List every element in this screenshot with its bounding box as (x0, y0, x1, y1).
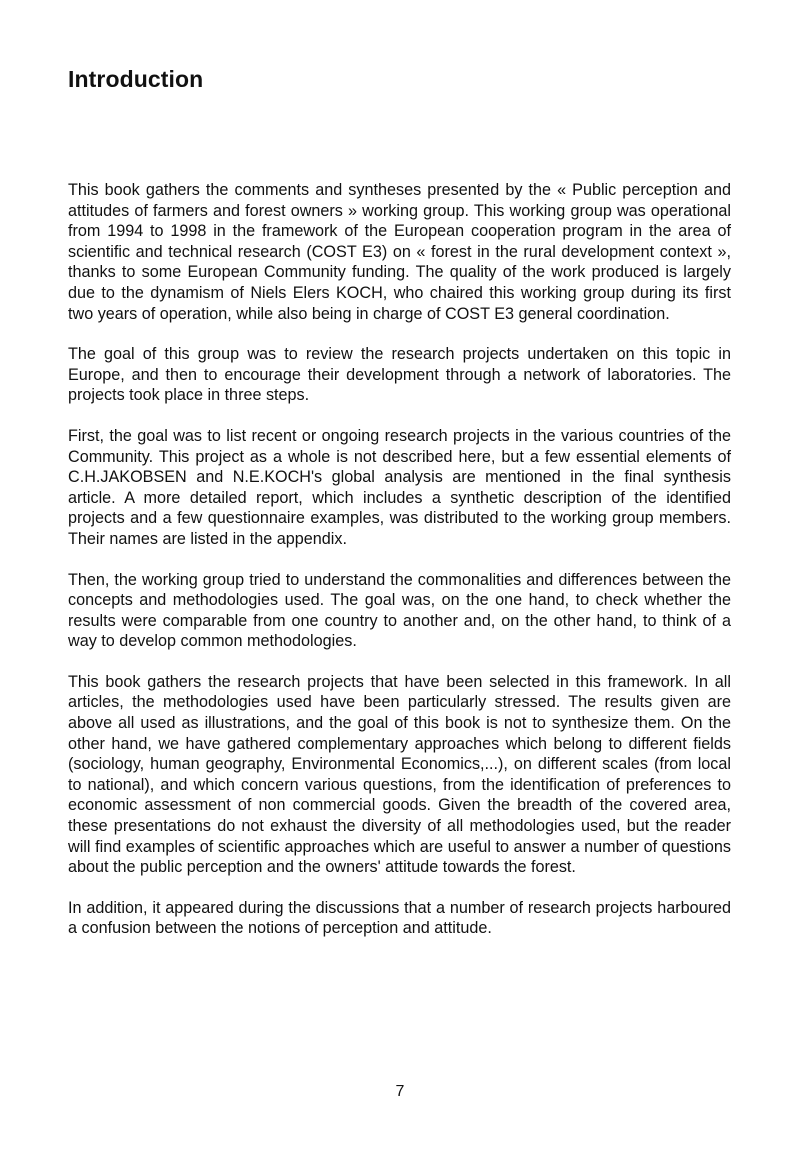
body-text (68, 180, 731, 959)
paragraph-second-step: Then, the working group tried to understand the commonalities and differences between the concepts and methodologies used. The goal was, on the one hand, to check whether the results were comparable from one country to another and, on the other hand, to think of a way to develop common methodologies. (68, 570, 731, 651)
paragraph-perception-attitude: In addition, it appeared during the discussions that a number of research projects harboured a confusion between the notions of perception and attitude. (68, 898, 731, 938)
paragraph-book-contents: This book gathers the research projects that have been selected in this framework. In all articles, the methodologies used have been particularly stressed. The results given are above all used as illustrations, and the goal of this book is not to synthesize them. On the other hand, we have gathered complementary approaches which belong to different fields (sociology, human geography, Environmental Economics,...), on different scales (from local to national), and which concern various questions, from the identification of preferences to economic assessment of non commercial goods. Given the breadth of the covered area, these presentations do not exhaust the diversity of all methodologies used, but the reader will find examples of scientific approaches which are useful to answer a number of questions about the public perception and the owners' attitude towards the forest. (68, 672, 731, 877)
paragraph-group-goal: The goal of this group was to review the research projects undertaken on this topic in Europe, and then to encourage their development through a network of laboratories. The projects took place in three steps. (68, 345, 731, 405)
section-title: Introduction (68, 66, 204, 92)
paragraph-working-group: This book gathers the comments and syntheses presented by the « Public perception and attitudes of farmers and forest owners » working group. This working group was operational from 1994 to 1998 in the framework of the European cooperation program in the area of scientific and technical research (COST E3) on « forest in the rural development context », thanks to some European Community funding. The quality of the work produced is largely due to the dynamism of Niels Elers KOCH, who chaired this working group during its first two years of operation, while also being in charge of COST E3 general coordination. (68, 181, 731, 323)
paragraph-first-step: First, the goal was to list recent or ongoing research projects in the various countries of the Community. This project as a whole is not described here, but a few essential elements of C.H.JAKOBSEN and N.E.KOCH's global analysis are mentioned in the final synthesis article. A more detailed report, which includes a synthetic description of the identified projects and a few questionnaire examples, was distributed to the working group members. Their names are listed in the appendix. (68, 426, 731, 548)
page-number: 7 (395, 1083, 405, 1100)
